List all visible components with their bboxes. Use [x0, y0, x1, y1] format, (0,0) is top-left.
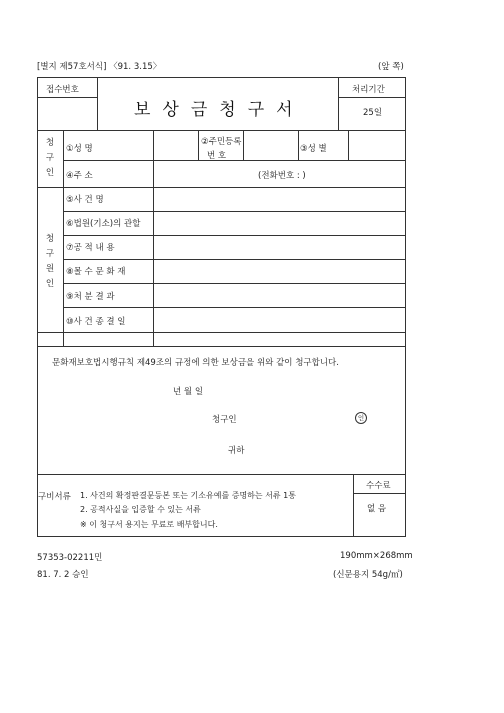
addressee-label: 귀하 [228, 446, 245, 456]
cause-row-line-1 [63, 211, 406, 212]
cause-row-line-3 [63, 259, 406, 260]
period-divider [338, 97, 405, 98]
fee-col-line [353, 474, 354, 536]
claim-date: 년 월 일 [173, 387, 204, 397]
gender-right-line [348, 130, 349, 160]
rrn-label-line1: ②주민등록 [201, 137, 242, 147]
fee-value: 없 음 [367, 504, 387, 514]
phone-label: (전화번호 : ) [258, 171, 306, 181]
seal-mark: 인 [355, 412, 367, 424]
name-value[interactable] [155, 132, 197, 159]
required-doc-1: 1. 사건의 확정판결문등본 또는 기소유예를 증명하는 서류 1통 [80, 491, 296, 500]
form-border-left [37, 77, 38, 537]
label-col-line [153, 130, 154, 347]
claimant-section-label: 청 구 인 [45, 138, 55, 178]
merit-content-label: ⑦공 적 내 용 [66, 243, 115, 253]
form-title: 보상금청구서 [134, 100, 305, 120]
gender-left-line [298, 130, 299, 160]
case-closing-date-label: ⑩사 건 종 결 일 [66, 317, 126, 327]
rrn-value[interactable] [245, 132, 297, 159]
cause-bottom-line [37, 332, 406, 333]
cause-section-label: 청 구 원 인 [45, 234, 55, 289]
form-reference: [별지 제57호서식] 〈91. 3.15〉 [37, 62, 162, 72]
rrn-label-line2: 번 호 [207, 151, 227, 161]
form-border-top [37, 77, 406, 78]
cause-row-line-4 [63, 283, 406, 284]
fee-divider [353, 493, 405, 494]
receipt-number-label: 접수번호 [46, 85, 79, 95]
claimant-signature-label: 청구인 [212, 415, 237, 425]
paper-size: 190mm×268mm [340, 551, 413, 561]
gender-label: ③성 별 [300, 144, 327, 154]
address-label: ④주 소 [66, 171, 93, 181]
processing-period-label: 처리기간 [352, 85, 385, 95]
fee-label: 수수료 [366, 481, 391, 491]
footer-box-top [37, 474, 406, 475]
claimant-row-line [63, 160, 406, 161]
receipt-divider [37, 97, 97, 98]
required-doc-2: 2. 공적사실을 입증할 수 있는 서류 [80, 505, 201, 514]
section-col-line [63, 130, 64, 347]
receipt-col-line [97, 77, 98, 130]
free-distribution-note: ※ 이 청구서 용지는 무료로 배부합니다. [80, 520, 218, 529]
required-docs-label: 구비서류 [38, 492, 71, 502]
statement-top-line [37, 346, 406, 347]
claimant-bottom-line [37, 187, 406, 188]
form-code: 57353-02211민 [37, 553, 103, 563]
court-jurisdiction-label: ⑥법원(기소)의 관할 [66, 219, 141, 229]
name-label: ①성 명 [66, 144, 93, 154]
confiscated-property-label: ⑧몰 수 문 화 재 [66, 267, 126, 277]
page-side-label: (앞 쪽) [378, 62, 404, 72]
approval-date: 81. 7. 2 승인 [37, 570, 89, 580]
title-bottom-line [37, 130, 406, 131]
claim-statement: 문화재보호법시행규칙 제49조의 규정에 의한 보상금을 위와 같이 청구합니다. [52, 358, 339, 368]
rrn-left-line [198, 130, 199, 160]
cause-row-line-2 [63, 235, 406, 236]
form-border-bottom [37, 536, 406, 537]
gender-value[interactable] [350, 132, 404, 159]
period-col-line [338, 77, 339, 130]
cause-row-line-5 [63, 307, 406, 308]
case-name-label: ⑤사 건 명 [66, 195, 104, 205]
disposition-result-label: ⑨처 분 결 과 [66, 292, 115, 302]
paper-type: (신문용지 54g/㎡) [333, 570, 403, 580]
processing-period-value: 25일 [363, 108, 383, 118]
rrn-right-line [243, 130, 244, 160]
